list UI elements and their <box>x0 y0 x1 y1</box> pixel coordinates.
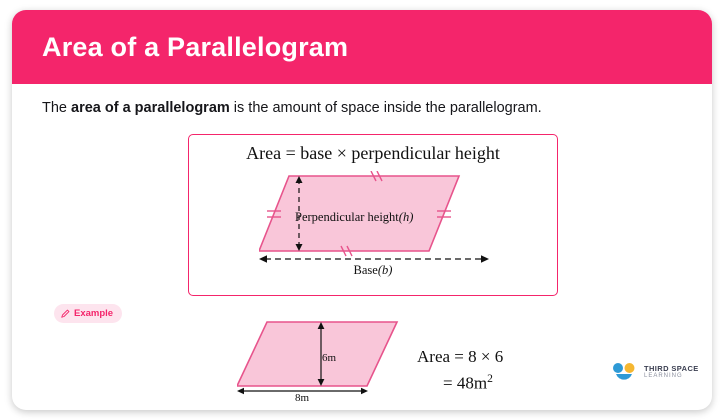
calc-line-1: Area = 8 × 6 <box>417 347 504 366</box>
brand-logo-line2: LEARNING <box>644 372 683 379</box>
calc-line-2 <box>443 370 503 396</box>
page-title: Area of a Parallelogram <box>42 32 349 62</box>
example-calculation <box>417 344 503 396</box>
example-height-label: 6m <box>322 352 337 364</box>
brand-logo <box>612 362 699 382</box>
intro-suffix: is the amount of space inside the parallelogram. <box>229 100 542 116</box>
intro-prefix: The <box>42 100 72 116</box>
page-header <box>12 10 712 84</box>
intro-text <box>42 100 542 116</box>
base-label <box>189 263 557 278</box>
base-label-text: Base <box>353 263 378 277</box>
area-formula: Area = base × perpendicular height <box>246 143 500 163</box>
intro-bold-term: area of a parallelogram <box>71 100 230 116</box>
perpendicular-height-label <box>295 210 413 225</box>
example-base-label: 8m <box>295 392 310 404</box>
example-badge <box>54 304 122 323</box>
base-label-var: (b) <box>377 263 393 277</box>
brand-logo-text <box>644 364 699 381</box>
formula-diagram-box <box>188 134 558 296</box>
lesson-card <box>12 10 712 410</box>
pencil-icon <box>61 309 70 318</box>
example-badge-label: Example <box>74 308 114 319</box>
calc-line-2-text: = 48m <box>443 373 488 393</box>
perpendicular-height-text: Perpendicular height <box>295 210 399 224</box>
perpendicular-height-var: (h) <box>398 210 414 224</box>
calc-line-2-exponent: 2 <box>487 371 493 385</box>
brand-logo-line1: THIRD SPACE <box>644 363 699 373</box>
third-space-learning-mark-icon <box>612 362 638 382</box>
